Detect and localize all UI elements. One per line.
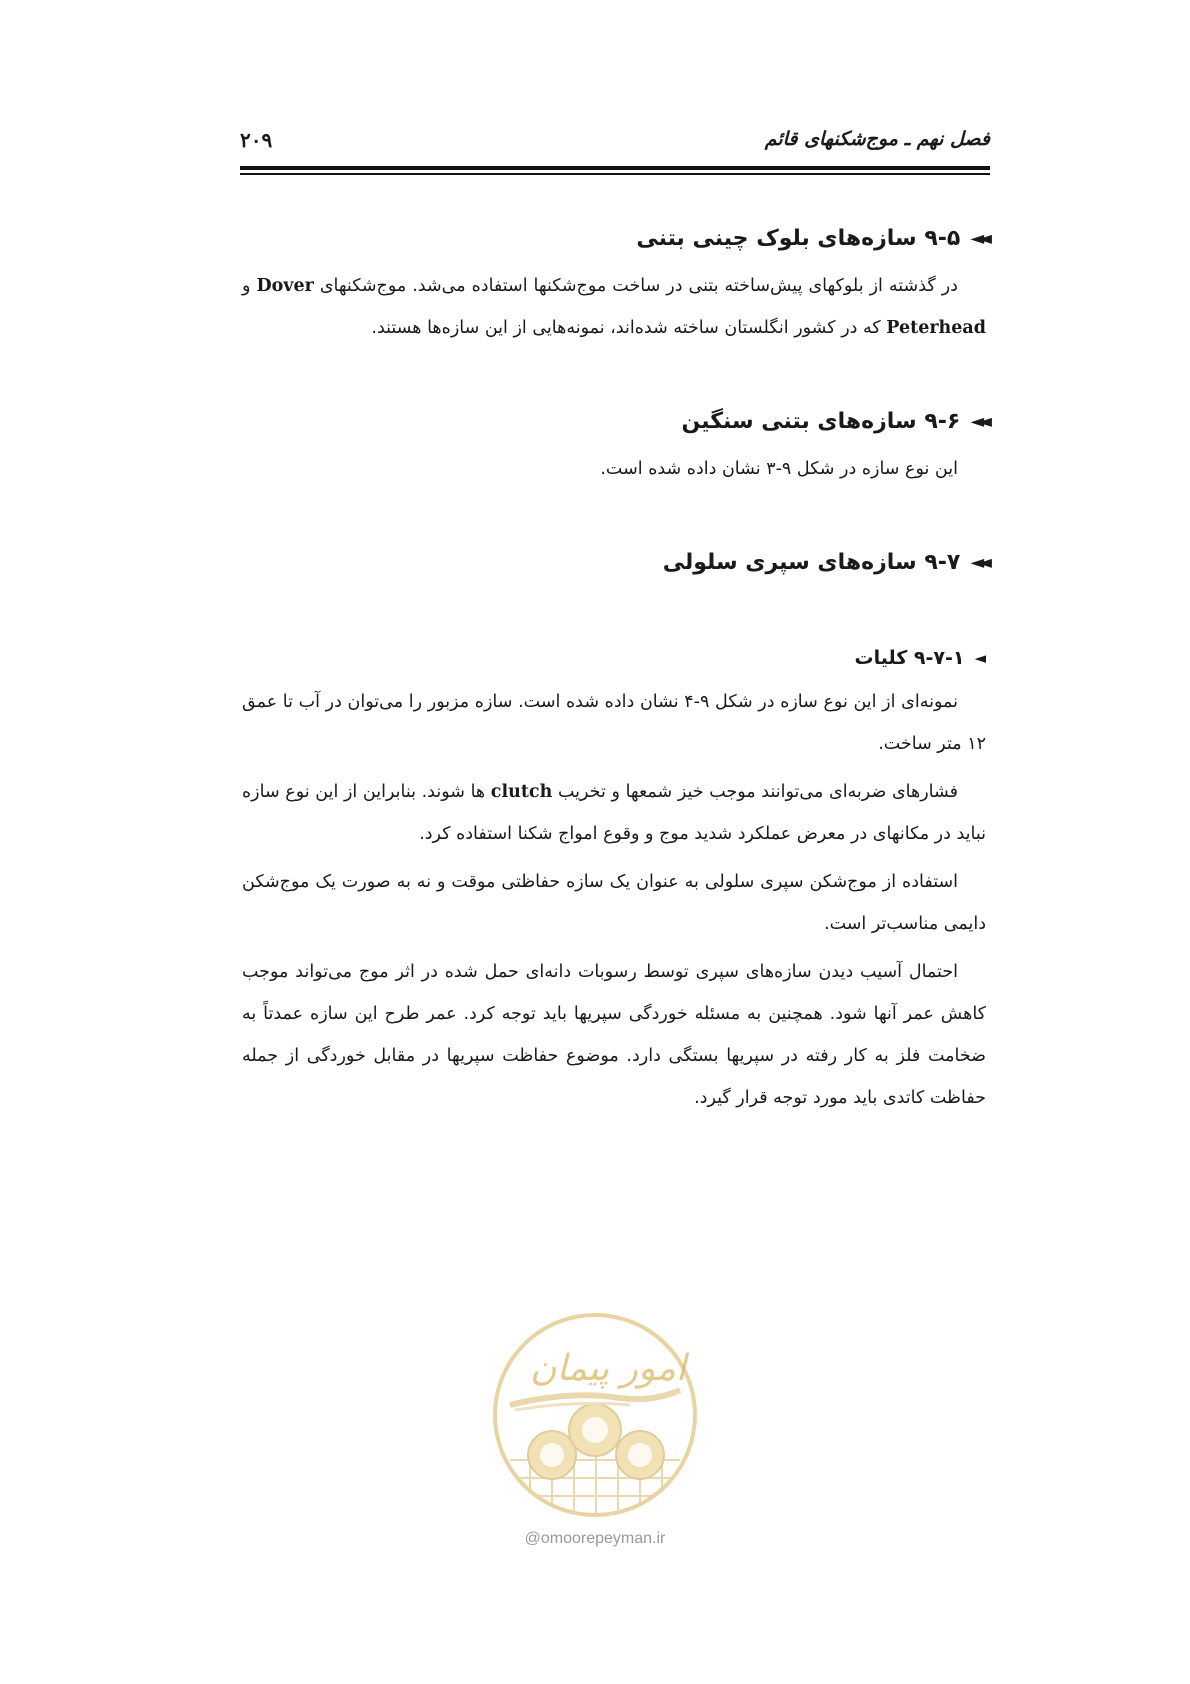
paragraph: استفاده از موج‌شکن سپری سلولی به عنوان یک سازه حفاظتی موقت و نه به صورت یک موج‌شکن دایمی مناسب‌تر است. bbox=[242, 872, 986, 934]
bold-term: clutch bbox=[490, 782, 553, 802]
double-arrow-icon: ◄◄ bbox=[970, 552, 986, 573]
double-arrow-icon: ◄◄ bbox=[970, 411, 986, 432]
paragraph: در گذشته از بلوکهای پیش‌ساخته بتنی در ساخت موج‌شکنها استفاده می‌شد. موج‌شکنهای Dover و Peterhead که در کشور انگلستان ساخته شده‌اند، نمونه‌هایی از این سازه‌ها هستند. bbox=[242, 276, 986, 338]
paragraph: نمونه‌ای از این نوع سازه در شکل ۹-۴ نشان داده شده است. سازه مزبور را می‌توان در آب تا عمق ۱۲ متر ساخت. bbox=[242, 692, 986, 754]
watermark-url: @omoorepeyman.ir bbox=[524, 1530, 666, 1547]
main-content bbox=[242, 200, 986, 1125]
header-rule-thin bbox=[240, 173, 990, 175]
subsection-title: ۹-۷-۱ کلیات bbox=[854, 647, 965, 669]
page-number: ۲۰۹ bbox=[240, 128, 273, 152]
paragraph: این نوع سازه در شکل ۹-۳ نشان داده شده است. bbox=[600, 459, 958, 479]
section-heading-9-7 bbox=[242, 550, 986, 575]
paragraph: احتمال آسیب دیدن سازه‌های سپری توسط رسوبات دانه‌ای حمل شده در اثر موج می‌تواند موجب کاهش عمر آنها شود. همچنین به مسئله خوردگی سپریها باید توجه کرد. عمر طرح این سازه عمدتاً به ضخامت فلز به کار رفته در سپریها بستگی دارد. موضوع حفاظت سپریها در مقابل خوردگی از جمله حفاظت کاتدی باید مورد توجه قرار گیرد. bbox=[242, 962, 986, 1108]
subsection-heading-9-7-1 bbox=[242, 647, 986, 669]
paragraph: فشارهای ضربه‌ای می‌توانند موجب خیز شمعها و تخریب clutch ها شوند. بنابراین از این نوع سازه نباید در مکانهای در معرض عملکرد شدید موج و وقوع امواج شکنا استفاده کرد. bbox=[242, 782, 986, 844]
section-title: ۹-۵ سازه‌های بلوک چینی بتنی bbox=[636, 226, 961, 251]
section-title: ۹-۷ سازه‌های سپری سلولی bbox=[662, 550, 961, 575]
section-title: ۹-۶ سازه‌های بتنی سنگین bbox=[681, 409, 961, 434]
bold-term: Dover bbox=[256, 276, 314, 296]
watermark-logo-text: امور پیمان bbox=[530, 1348, 686, 1389]
header-rule-thick bbox=[240, 166, 990, 170]
double-arrow-icon: ◄◄ bbox=[970, 228, 986, 249]
section-heading-9-6 bbox=[242, 409, 986, 434]
watermark-logo bbox=[490, 1310, 700, 1520]
bold-term: Peterhead bbox=[886, 318, 986, 338]
running-header bbox=[240, 118, 990, 158]
chapter-title: فصل نهم ـ موج‌شکنهای قائم bbox=[764, 128, 990, 150]
arrow-icon: ◄ bbox=[974, 649, 986, 667]
section-heading-9-5 bbox=[242, 226, 986, 251]
